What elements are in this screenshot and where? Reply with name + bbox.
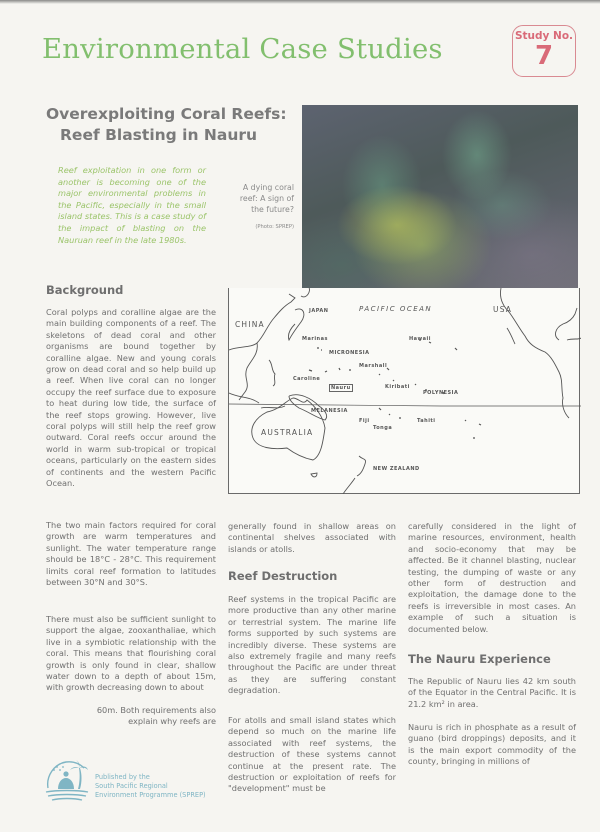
map-label-pacific-ocean: PACIFIC OCEAN bbox=[359, 305, 433, 313]
map-label-china: CHINA bbox=[235, 320, 265, 329]
photo-caption bbox=[228, 182, 294, 233]
study-number: 7 bbox=[534, 41, 554, 71]
caption-text: A dying coral reef: A sign of the future? bbox=[239, 183, 294, 214]
background-paragraph-3-continued: generally found in shallow areas on continental shelves associated with islands or atolls. bbox=[228, 521, 396, 554]
heading-nauru-experience: The Nauru Experience bbox=[408, 652, 551, 666]
background-paragraph-3-end-a: 60m. Both requirements also bbox=[96, 705, 216, 715]
publisher-credit bbox=[95, 773, 206, 800]
study-number-badge bbox=[512, 25, 576, 77]
heading-background: Background bbox=[46, 283, 124, 297]
heading-reef-destruction: Reef Destruction bbox=[228, 569, 338, 583]
map-label-australia: AUSTRALIA bbox=[261, 428, 314, 437]
publisher-line-3: Environment Programme (SPREP) bbox=[95, 791, 206, 799]
study-label: Study No. bbox=[514, 30, 574, 42]
map-outlines bbox=[229, 288, 581, 494]
publisher-line-2: South Pacific Regional bbox=[95, 782, 168, 790]
article-title bbox=[46, 104, 287, 146]
background-paragraph-3-end-b: explain why reefs are bbox=[128, 716, 216, 726]
map-label-marianas: Marinas bbox=[302, 336, 328, 342]
reef-destruction-paragraph-2-continued: carefully considered in the light of marine resources, environment, health and socio-economy that may be affected. Be it channel blasting, nuclear testing, the dumping of waste or any other form of destruction and exploitation, the damage done to the reefs is irreversible in most cases. An example of such a situation is documented below. bbox=[408, 521, 576, 634]
photo-credit: (Photo: SPREP) bbox=[255, 224, 294, 230]
map-label-hawaii: Hawaii bbox=[409, 336, 431, 342]
background-paragraph-2: The two main factors required for coral growth are warm temperatures and sunlight. The water temperature range should be 18°C - 28°C. This requirement limits coral reef formation to latitudes between 30°N and 30°S. bbox=[46, 520, 216, 588]
map-label-melanesia: MELANESIA bbox=[311, 408, 348, 414]
map-label-tonga: Tonga bbox=[373, 425, 393, 431]
map-label-marshall: Marshall bbox=[359, 363, 388, 369]
map-label-polynesia: POLYNESIA bbox=[423, 390, 459, 396]
article-title-line2: Reef Blasting in Nauru bbox=[60, 126, 258, 144]
map-label-tahiti: Tahiti bbox=[417, 418, 436, 424]
pacific-region-map bbox=[228, 288, 580, 494]
series-title: Environmental Case Studies bbox=[42, 33, 443, 65]
nauru-paragraph-2: Nauru is rich in phosphate as a result of guano (bird droppings) deposits, and it is the main export commodity of the county, bringing in millions of bbox=[408, 722, 576, 767]
map-label-kiribati: Kiribati bbox=[385, 384, 410, 390]
reef-destruction-paragraph-1: Reef systems in the tropical Pacific are more productive than any other marine or terrestrial system. The marine life forms supported by such systems are incredibly diverse. These systems are also extremely fragile and many reefs throughout the Pacific are under threat as they are suffering constant degradation. bbox=[228, 594, 396, 696]
map-label-usa: USA bbox=[493, 305, 513, 314]
intro-summary: Reef exploitation in one form or another is becoming one of the major environmental problems in the Pacific, especially in the small island states. This is a case study of the impact of blasting on the Nauruan reef in the late 1980s. bbox=[58, 165, 206, 245]
reef-destruction-paragraph-2: For atolls and small island states which depend so much on the marine life associated with reef systems, the destruction of these systems cannot continue at the present rate. The destruction or exploitation of reefs for "development" must be bbox=[228, 715, 396, 794]
publisher-line-1: Published by the bbox=[95, 773, 150, 781]
nauru-paragraph-1: The Republic of Nauru lies 42 km south of the Equator in the Central Pacific. It is 21.2 km² in area. bbox=[408, 676, 576, 709]
map-label-fiji: Fiji bbox=[359, 418, 370, 424]
sprep-logo-icon bbox=[44, 758, 90, 802]
map-label-micronesia: MICRONESIA bbox=[329, 350, 370, 356]
article-title-line1: Overexploiting Coral Reefs: bbox=[46, 105, 287, 123]
background-paragraph-3: There must also be sufficient sunlight to support the algae, zooxanthaliae, which live in a symbiotic relationship with the coral. This means that flourishing coral growth is only found in clear, shallow water down to a depth of about 15m, with growth decreasing down to about bbox=[46, 614, 216, 693]
coral-reef-photo bbox=[302, 105, 578, 288]
map-label-caroline: Caroline bbox=[293, 376, 321, 382]
map-label-japan: JAPAN bbox=[309, 308, 329, 314]
background-paragraph-1: Coral polyps and coralline algae are the main building components of a reef. The skeletons of dead coral and other organisms are bound together by coralline algae. New and young corals grow on dead coral and so help build up a reef. When live coral can no longer occupy the reef surface due to exposure to heat during low tide, the surface of the reef stops growing. However, live coral polyps will still help the reef grow outward. Coral reefs occur around the world in warm sub-tropical or tropical oceans, particularly on the eastern sides of continents and the western Pacific Ocean. bbox=[46, 307, 216, 489]
scan-edge bbox=[0, 0, 600, 4]
map-label-nauru: Nauru bbox=[331, 385, 351, 391]
map-label-new-zealand: NEW ZEALAND bbox=[373, 466, 420, 472]
